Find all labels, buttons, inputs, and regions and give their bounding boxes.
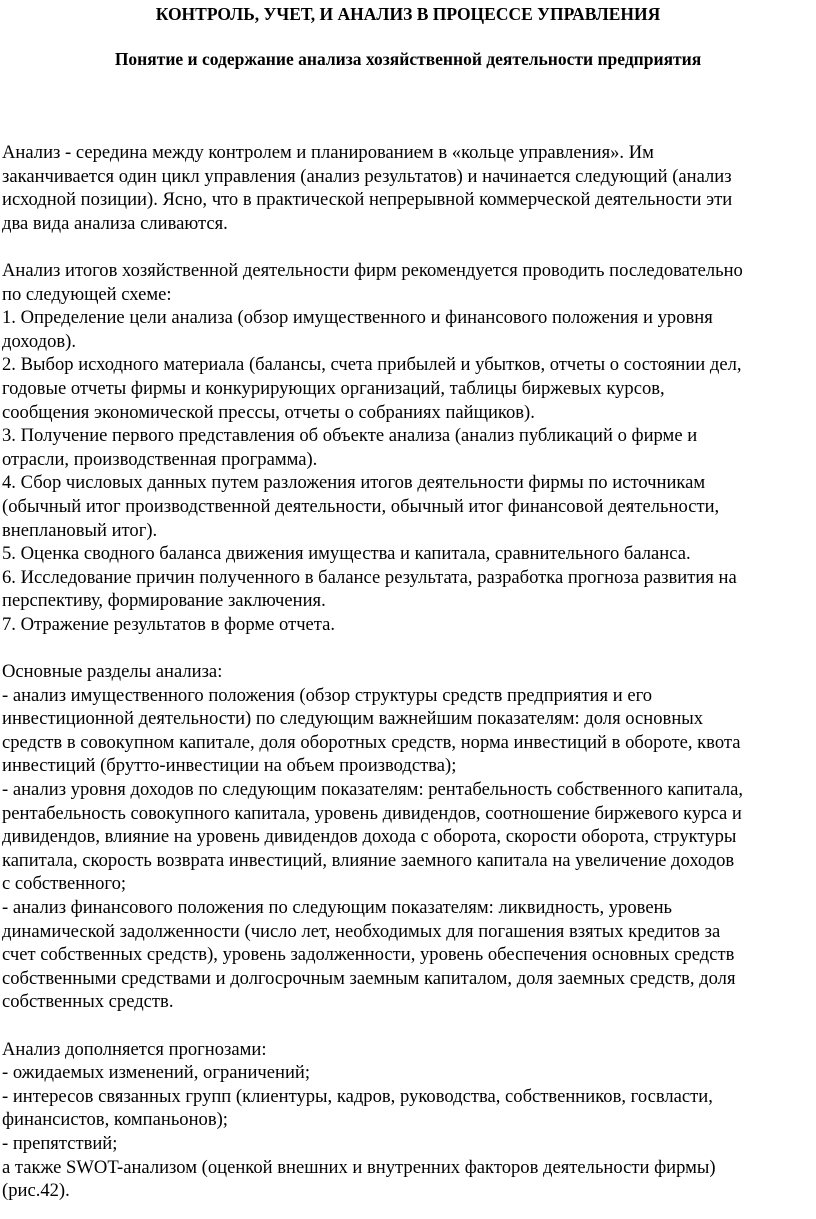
text-line: годовые отчеты фирмы и конкурирующих организаций, таблицы биржевых курсов,: [2, 377, 665, 399]
document-title: КОНТРОЛЬ, УЧЕТ, И АНАЛИЗ В ПРОЦЕССЕ УПРАВЛЕНИЯ: [155, 4, 661, 24]
paragraph-scheme: [2, 259, 814, 637]
text-line: (рис.42).: [2, 1180, 70, 1202]
list-item: - анализ имущественного положения (обзор структуры средств предприятия и его: [2, 684, 653, 706]
text-line: по следующей схеме:: [2, 283, 172, 305]
document-body: [2, 141, 814, 1203]
text-line: рентабельность совокупного капитала, уровень дивидендов, соотношение биржевого курса и: [2, 802, 742, 824]
list-item: - препятствий;: [2, 1132, 118, 1154]
text-line: капитала, скорость возврата инвестиций, влияние заемного капитала на увеличение доходов: [2, 849, 735, 871]
list-item: 3. Получение первого представления об объекте анализа (анализ публикаций о фирме и: [2, 425, 698, 447]
text-line: (обычный итог производственной деятельности, обычный итог финансовой деятельности,: [2, 495, 720, 517]
text-line: Анализ - середина между контролем и планированием в «кольце управления». Им: [2, 142, 654, 163]
text-line: отрасли, производственная программа).: [2, 448, 318, 470]
text-line: исходной позиции). Ясно, что в практической непрерывной коммерческой деятельности эти: [2, 189, 733, 211]
paragraph-gap: [2, 235, 814, 259]
list-item: - интересов связанных групп (клиентуры, кадров, руководства, собственников, госвласти,: [2, 1085, 713, 1107]
paragraph-gap: [2, 636, 814, 660]
text-line: доходов).: [2, 330, 77, 352]
text-line: заканчивается один цикл управления (анализ результатов) и начинается следующий (анализ: [2, 165, 732, 187]
text-line: два вида анализа сливаются.: [2, 212, 228, 234]
text-line: собственными средствами и долгосрочным заемным капиталом, доля заемных средств, доля: [2, 967, 736, 989]
list-item: - анализ уровня доходов по следующим показателям: рентабельность собственного капитала,: [2, 779, 744, 801]
text-line: внеплановый итог).: [2, 519, 158, 541]
list-item: - анализ финансового положения по следующим показателям: ликвидность, уровень: [2, 897, 673, 918]
text-line: дивидендов, влияние на уровень дивидендов дохода с оборота, скорости оборота, структуры: [2, 826, 737, 848]
paragraph-gap: [2, 1014, 814, 1038]
text-line: сообщения экономической прессы, отчеты о собраниях пайщиков).: [2, 401, 535, 423]
text-line: с собственного;: [2, 873, 127, 895]
list-item: 5. Оценка сводного баланса движения имущества и капитала, сравнительного баланса.: [2, 543, 691, 565]
text-line: счет собственных средств), уровень задолженности, уровень обеспечения основных средств: [2, 944, 735, 966]
text-line: Анализ итогов хозяйственной деятельности фирм рекомендуется проводить последовательно: [2, 259, 743, 281]
text-line: инвестиционной деятельности) по следующим важнейшим показателям: доля основных: [2, 708, 704, 730]
text-line: средств в совокупном капитале, доля оборотных средств, норма инвестиций в обороте, квота: [2, 731, 741, 753]
text-line: финансистов, компаньонов);: [2, 1109, 228, 1131]
text-line: инвестиций (брутто-инвестиции на объем производства);: [2, 755, 457, 777]
paragraph-forecasts: [2, 1038, 814, 1203]
list-item: 4. Сбор числовых данных путем разложения итогов деятельности фирмы по источникам: [2, 472, 706, 494]
list-item: 2. Выбор исходного материала (балансы, счета прибылей и убытков, отчеты о состоянии дел,: [2, 354, 742, 376]
text-line: Анализ дополняется прогнозами:: [2, 1038, 267, 1060]
document-subtitle: Понятие и содержание анализа хозяйственной деятельности предприятия: [114, 49, 702, 69]
paragraph-intro: [2, 141, 814, 235]
paragraph-sections: [2, 660, 814, 1014]
list-item: - ожидаемых изменений, ограничений;: [2, 1062, 311, 1084]
text-line: перспективу, формирование заключения.: [2, 590, 326, 612]
list-item: 7. Отражение результатов в форме отчета.: [2, 613, 336, 635]
list-item: 6. Исследование причин полученного в балансе результата, разработка прогноза развития на: [2, 566, 737, 588]
text-line: Основные разделы анализа:: [2, 661, 223, 683]
text-line: а также SWOT-анализом (оценкой внешних и внутренних факторов деятельности фирмы): [2, 1156, 716, 1178]
text-line: собственных средств.: [2, 991, 174, 1013]
text-line: динамической задолженности (число лет, необходимых для погашения взятых кредитов за: [2, 920, 721, 942]
list-item: 1. Определение цели анализа (обзор имущественного и финансового положения и уровня: [2, 307, 713, 329]
